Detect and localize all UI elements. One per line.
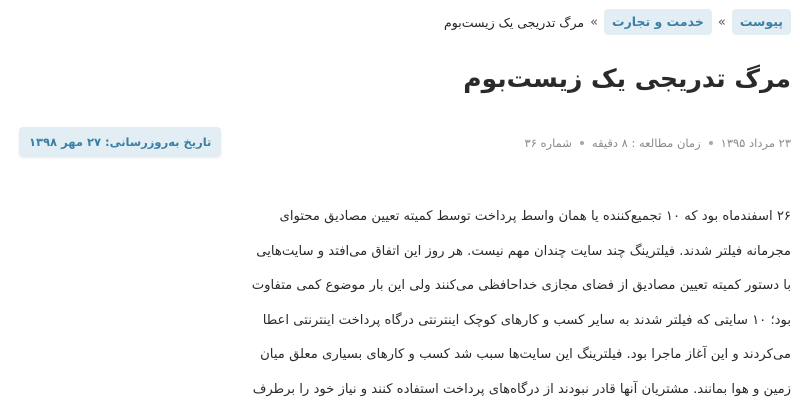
- breadcrumb-home-link[interactable]: پیوست: [732, 9, 791, 35]
- body-line: مجرمانه فیلتر شدند. فیلترینگ چند سایت چندان مهم نیست. هر روز این اتفاق می‌افتد و سایت‌هایی: [256, 243, 791, 259]
- meta-separator-dot: [580, 141, 584, 145]
- breadcrumb: [444, 9, 791, 35]
- body-line: زمین و هوا بمانند. مشتریان آنها قادر نبودند از درگاه‌های پرداخت استفاده کنند و نیاز خود را برطرف: [252, 381, 791, 397]
- updated-date-badge: [19, 127, 221, 157]
- article-body: [18, 200, 791, 407]
- meta-separator-dot: [709, 141, 713, 145]
- body-line: می‌کردند و این آغاز ماجرا بود. فیلترینگ این سایت‌ها سبب شد کسب و کارهای بسیاری معلق میان: [260, 347, 791, 362]
- updated-date-value: ۲۷ مهر ۱۳۹۸: [29, 135, 101, 149]
- article-meta: [525, 136, 791, 150]
- breadcrumb-current: مرگ تدریجی یک زیست‌بوم: [444, 14, 585, 30]
- page-title: مرگ تدریجی یک زیست‌بوم: [463, 64, 791, 93]
- body-line: بود؛ ۱۰ سایتی که فیلتر شدند به سایر کسب و کارهای کوچک اینترنتی درگاه پرداخت اینترنتی اعطا: [262, 312, 791, 328]
- issue-number: شماره ۳۶: [524, 136, 572, 150]
- breadcrumb-separator: »: [590, 14, 599, 30]
- reading-time: زمان مطالعه : ۸ دقیقه: [591, 136, 701, 150]
- body-line: ۲۶ اسفندماه بود که ۱۰ تجمیع‌کننده یا همان واسط پرداخت توسط کمیته تعیین مصادیق محتوای: [279, 209, 791, 224]
- breadcrumb-category-link[interactable]: خدمت و تجارت: [604, 9, 712, 35]
- body-line: با دستور کمیته تعیین مصادیق از فضای مجازی خداحافظی می‌کنند ولی این بار موضوع کمی متفاوت: [251, 278, 791, 293]
- updated-date-label: تاریخ به‌روزرسانی:: [105, 135, 212, 149]
- breadcrumb-separator: »: [717, 14, 726, 30]
- publish-date: ۲۳ مرداد ۱۳۹۵: [720, 136, 791, 150]
